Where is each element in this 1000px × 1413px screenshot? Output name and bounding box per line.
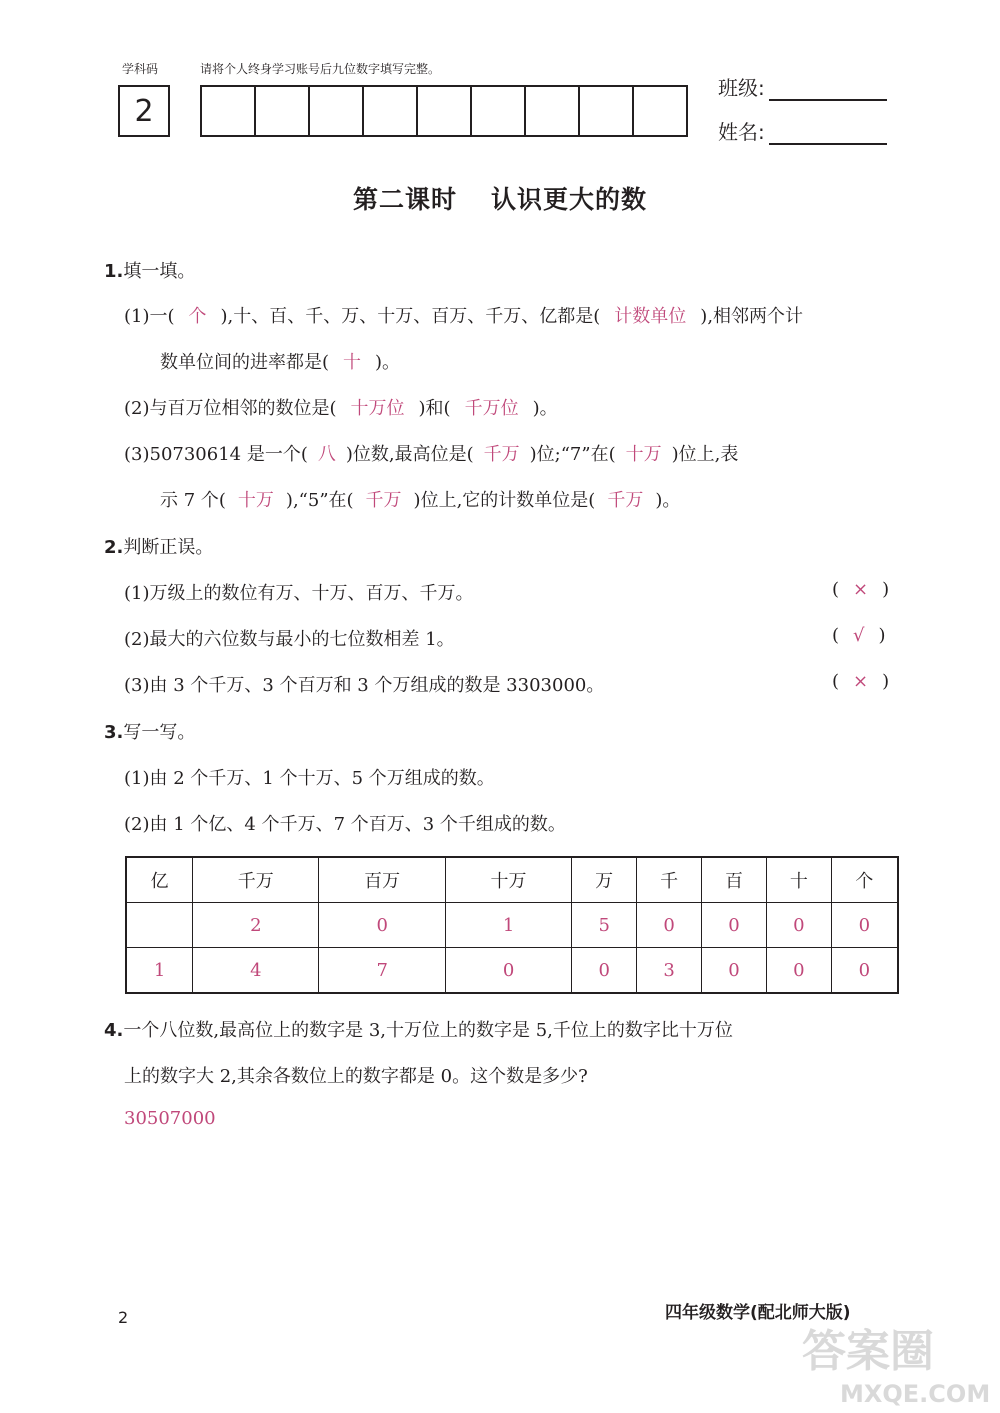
q2-heading [104,533,213,559]
answer: 十 [343,352,362,373]
table-cell: 7 [319,948,445,994]
table-cell: 3 [637,948,702,994]
q3-line-1: (1)由 2 个千万、1 个十万、5 个万组成的数。 [124,768,495,789]
subject-code-label: 学科码 [122,62,159,76]
table-header: 百 [702,857,767,903]
table-header: 个 [831,857,898,903]
table-header: 十 [766,857,831,903]
q2-mark-1 [832,579,889,600]
q4-line-2: 上的数字大 2,其余各数位上的数字都是 0。这个数是多少? [124,1066,588,1087]
table-row [126,948,898,994]
q1-line-1 [124,302,803,328]
name-field[interactable] [718,116,887,145]
answer: 十万 [237,490,274,511]
q3-line-2: (2)由 1 个亿、4 个千万、7 个百万、3 个千组成的数。 [124,814,566,835]
digit-box[interactable] [526,87,580,135]
watermark-url: MXQE.COM [840,1380,991,1408]
table-cell: 1 [445,903,571,948]
answer: 千万 [607,490,644,511]
table-cell: 5 [572,903,637,948]
q2-item-1: (1)万级上的数位有万、十万、百万、千万。 [124,583,474,604]
text: )和( [418,398,451,419]
q1-number: 1. [104,261,124,282]
table-header: 十万 [445,857,571,903]
title-topic: 认识更大的数 [491,185,648,214]
digit-box[interactable] [364,87,418,135]
table-header: 亿 [126,857,193,903]
q3-heading-text: 写一写。 [123,722,196,743]
answer: 计数单位 [614,306,687,327]
q2-mark-3 [832,671,889,692]
class-field[interactable] [718,72,887,101]
table-header: 万 [572,857,637,903]
q1-line-3 [124,394,558,420]
text: )位;“7”在( [529,444,616,465]
text: 示 7 个( [160,490,226,511]
table-cell: 0 [702,948,767,994]
table-header: 千 [637,857,702,903]
paren: ) [878,625,886,646]
book-title: 四年级数学(配北师大版) [665,1303,851,1323]
table-cell: 0 [766,948,831,994]
answer: 千万 [365,490,402,511]
q2-heading-text: 判断正误。 [123,537,214,558]
page-number: 2 [118,1308,129,1327]
account-instruction: 请将个人终身学习账号后九位数字填写完整。 [200,62,441,76]
table-cell: 0 [445,948,571,994]
text: 数单位间的进率都是( [160,352,330,373]
q2-item-2: (2)最大的六位数与最小的七位数相差 1。 [124,629,455,650]
table-header: 百万 [319,857,445,903]
name-blank[interactable] [769,123,887,145]
q2-item-3: (3)由 3 个千万、3 个百万和 3 个万组成的数是 3303000。 [124,675,605,696]
answer-mark: √ [853,625,865,646]
table-cell: 2 [193,903,319,948]
table-cell: 0 [702,903,767,948]
paren: ( [832,671,840,692]
q1-heading-text: 填一填。 [123,261,196,282]
answer: 十万位 [350,398,405,419]
text: )。 [532,398,558,419]
place-value-table [125,856,899,994]
q1-line-2 [160,348,400,374]
text: (1)一( [124,306,175,327]
digit-box[interactable] [310,87,364,135]
table-cell: 0 [831,948,898,994]
text: ),“5”在( [285,490,354,511]
text: ),十、百、千、万、十万、百万、千万、亿都是( [220,306,601,327]
q4-line-1 [104,1016,733,1042]
table-cell: 4 [193,948,319,994]
text: 一个八位数,最高位上的数字是 3,十万位上的数字是 5,千位上的数字比十万位 [123,1020,733,1041]
table-cell: 0 [319,903,445,948]
subject-code-box: 2 [118,85,170,137]
watermark-text: 答案圈 [802,1326,934,1377]
q3-number: 3. [104,722,124,743]
text: ),相邻两个计 [700,306,804,327]
text: (2)与百万位相邻的数位是( [124,398,337,419]
name-label: 姓名: [718,120,765,144]
class-label: 班级: [718,76,765,100]
table-cell: 0 [831,903,898,948]
table-header: 千万 [193,857,319,903]
paren: ( [832,579,840,600]
digit-box[interactable] [418,87,472,135]
paren: ) [882,671,890,692]
q2-number: 2. [104,537,124,558]
digit-box[interactable] [634,87,686,135]
table-row [126,903,898,948]
digit-box[interactable] [472,87,526,135]
answer: 个 [188,306,207,327]
table-cell: 1 [126,948,193,994]
answer: 八 [317,444,336,465]
q1-line-5 [160,486,680,512]
digit-box[interactable] [202,87,256,135]
answer-mark: × [853,579,869,600]
answer: 十万 [625,444,662,465]
class-blank[interactable] [769,79,887,101]
text: )位数,最高位是( [345,444,474,465]
table-cell: 0 [766,903,831,948]
text: )。 [375,352,401,373]
text: (3)50730614 是一个( [124,444,308,465]
q4-number: 4. [104,1020,124,1041]
page-title [0,180,1000,216]
q1-line-4 [124,440,738,466]
table-cell: 0 [637,903,702,948]
text: )位上,它的计数单位是( [413,490,596,511]
watermark-logo [800,1318,995,1408]
digit-box[interactable] [580,87,634,135]
account-digit-boxes[interactable] [200,85,688,137]
table-cell: 0 [572,948,637,994]
table-header-row [126,857,898,903]
answer: 千万 [483,444,520,465]
text: )位上,表 [671,444,739,465]
q2-mark-2 [832,625,886,646]
q4-answer: 30507000 [124,1108,216,1129]
digit-box[interactable] [256,87,310,135]
paren: ( [832,625,840,646]
table-cell [126,903,193,948]
q1-heading [104,257,195,283]
paren: ) [882,579,890,600]
text: )。 [655,490,681,511]
q3-heading [104,718,195,744]
answer-mark: × [853,671,869,692]
title-lesson: 第二课时 [352,185,457,214]
answer: 千万位 [464,398,519,419]
